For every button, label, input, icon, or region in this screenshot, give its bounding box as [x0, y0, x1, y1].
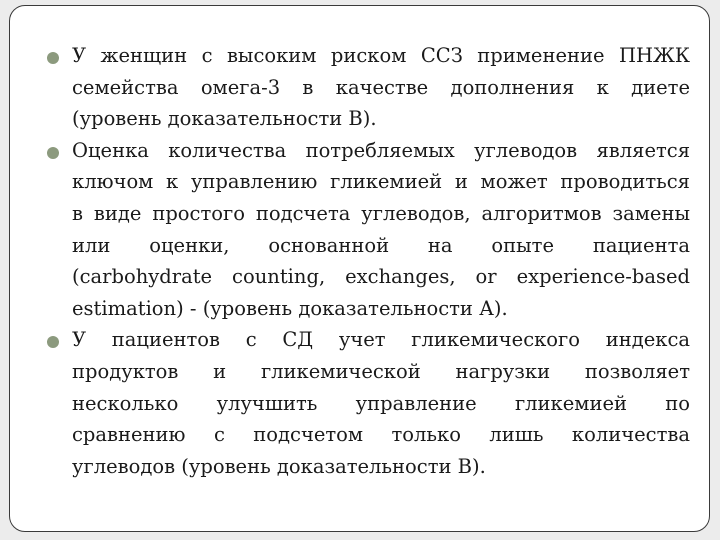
bullet-text-line: ключом к управлению гликемией и может проводиться: [72, 170, 690, 194]
bullet-item-omega3: [38, 40, 690, 135]
bullet-dot-icon: [47, 147, 59, 159]
bullet-text-line: семейства омега-3 в качестве дополнения к диете: [72, 75, 690, 99]
bullet-text-line: (carbohydrate counting, exchanges, or experience-based: [72, 265, 690, 289]
bullet-text-line: углеводов (уровень доказательности В).: [72, 454, 486, 478]
bullet-text-line: (уровень доказательности В).: [72, 107, 377, 131]
bullet-item-carb-counting: [38, 135, 690, 325]
bullet-text-line: в виде простого подсчета углеводов, алгоритмов замены: [72, 201, 690, 225]
bullet-text-line: продуктов и гликемической нагрузки позволяет: [72, 359, 690, 383]
bullet-dot-icon: [47, 52, 59, 64]
slide-frame: [9, 5, 710, 532]
bullet-text-line: У пациентов с СД учет гликемического индекса: [72, 328, 690, 352]
bullet-item-glycemic-index: [38, 324, 690, 482]
bullet-text-line: У женщин с высоким риском ССЗ применение ПНЖК: [72, 44, 690, 67]
bullet-text-line: estimation) - (уровень доказательности А).: [72, 296, 508, 320]
bullet-text-line: или оценки, основанной на опыте пациента: [72, 233, 690, 257]
bullet-list: [38, 40, 690, 482]
bullet-text-line: сравнению с подсчетом только лишь количества: [72, 423, 690, 447]
bullet-dot-icon: [47, 336, 59, 348]
bullet-text-line: несколько улучшить управление гликемией по: [72, 391, 690, 415]
bullet-text-line: Оценка количества потребляемых углеводов является: [72, 138, 690, 162]
